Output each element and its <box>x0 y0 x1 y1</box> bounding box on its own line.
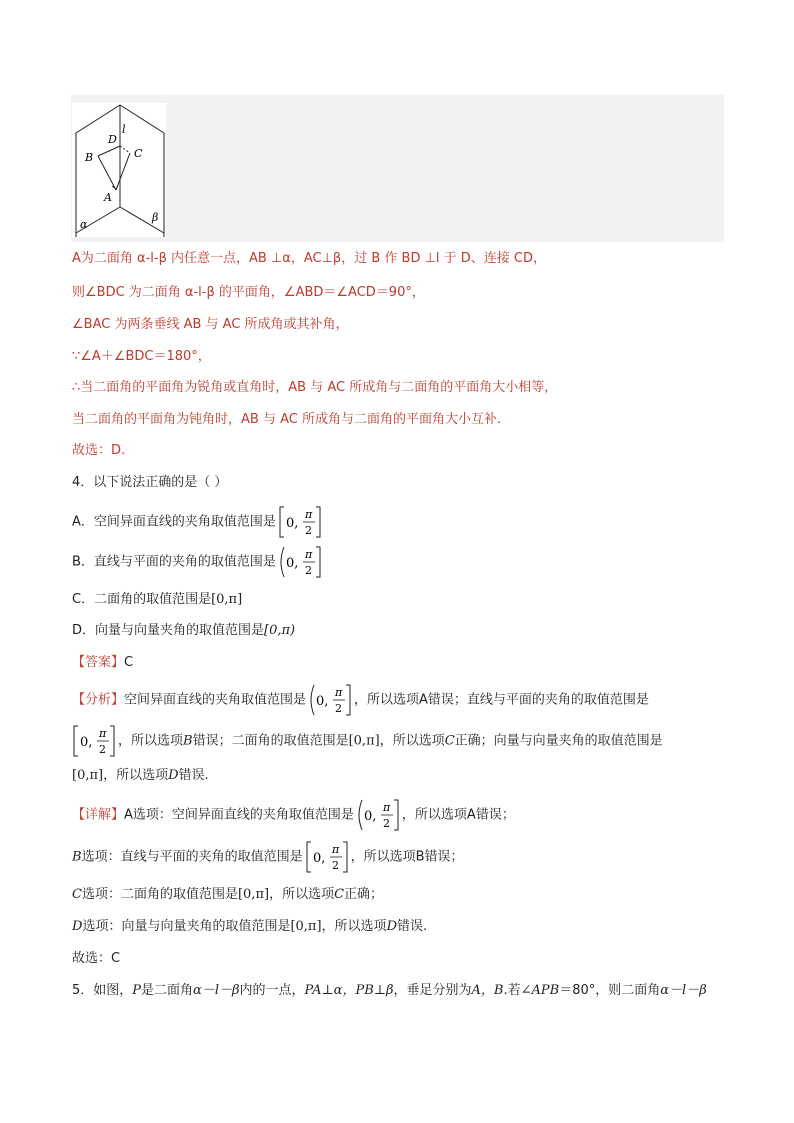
detail-range: [0,π] <box>237 887 270 902</box>
analysis-text: ，所以选项 <box>103 768 169 783</box>
detail-text: ，所以选项A错误； <box>401 807 515 823</box>
math-zero: 0, <box>312 851 325 866</box>
q4-option-c-range: [0,π] <box>211 592 243 607</box>
q5-text: ，垂足分别为 <box>393 983 472 998</box>
math-two: 2 <box>382 817 390 830</box>
q4-option-d <box>72 621 295 641</box>
q4-detail-line-3 <box>72 885 383 905</box>
explain-line-5: ∴当二面角的平面角为锐角或直角时，AB 与 AC 所成角与二面角的平面角大小相等， <box>72 380 558 395</box>
detail-range: [0,π] <box>290 919 322 934</box>
math-two: 2 <box>304 564 312 577</box>
q4-option-b <box>72 545 324 580</box>
analysis-text: 正确；向量与向量夹角的取值范围是 <box>454 733 663 749</box>
analysis-text: 错误. <box>178 768 209 783</box>
q5-math: α－l－β <box>660 983 707 998</box>
q5-math: PA⊥α，PB⊥β <box>304 983 394 998</box>
math-two: 2 <box>99 743 106 756</box>
q4-final-answer: 故选：C <box>72 951 121 966</box>
label-alpha: α <box>80 218 88 231</box>
explain-line-2: 则∠BDC 为二面角 α-l-β 的平面角，∠ABD＝∠ACD＝90°， <box>72 285 425 300</box>
detail-text: 正确； <box>344 887 384 902</box>
math-zero: 0, <box>363 809 377 824</box>
range-open-interval <box>356 798 400 832</box>
range-closed-interval <box>305 840 349 874</box>
math-zero: 0, <box>80 735 93 750</box>
explain-line-4: ∵∠A＋∠BDC＝180°， <box>72 349 211 364</box>
detail-text: A选项：空间异面直线的夹角取值范围是 <box>124 807 354 823</box>
analysis-option-c: C <box>444 733 455 749</box>
detail-text: ，所以选项B错误； <box>350 849 464 865</box>
detail-option-d: D <box>72 919 83 934</box>
label-a: A <box>104 191 112 204</box>
detail-text: 选项：直线与平面的夹角的取值范围是 <box>81 849 303 865</box>
math-pi: π <box>331 843 339 856</box>
detail-tag: 【详解】 <box>72 807 125 823</box>
analysis-text: 空间异面直线的夹角取值范围是 <box>124 692 307 708</box>
q4-answer <box>72 653 133 673</box>
math-zero: 0, <box>316 694 329 709</box>
q4-detail-line-2 <box>72 840 464 875</box>
figure-panel <box>71 95 724 242</box>
q4-option-c-text: C．二面角的取值范围是 <box>72 592 212 607</box>
q5-text: 5．如图， <box>72 983 133 998</box>
q5-text: 内的一点， <box>239 983 305 998</box>
q5-math: α－l－β <box>193 983 240 998</box>
detail-text: ，所以选项 <box>321 919 387 934</box>
q4-option-a-text: A．空间异面直线的夹角取值范围是 <box>72 514 276 530</box>
analysis-text: 错误；二面角的取值范围是 <box>192 733 349 749</box>
math-pi: π <box>382 801 391 814</box>
q5-text: .若 <box>503 983 521 998</box>
analysis-option-b: B <box>183 733 193 749</box>
explain-answer: 故选：D. <box>72 443 126 458</box>
q4-option-d-range: [0,π) <box>264 623 296 638</box>
analysis-range: [0,π] <box>348 733 380 749</box>
label-d: D <box>108 133 117 146</box>
explain-line-1: A为二面角 α-l-β 内任意一点，AB ⊥α，AC⊥β，过 B 作 BD ⊥l 于 D、连接 CD， <box>72 251 547 266</box>
explain-line-3: ∠BAC 为两条垂线 AB 与 AC 所成角或其补角， <box>72 317 349 332</box>
figure-svg <box>72 103 166 237</box>
detail-option-d: D <box>386 919 397 934</box>
dihedral-angle-figure <box>72 103 166 237</box>
math-pi: π <box>304 508 313 521</box>
range-open-interval <box>278 545 322 579</box>
analysis-text: ，所以选项 <box>379 733 445 749</box>
q4-detail-line-4 <box>72 917 427 937</box>
math-zero: 0, <box>285 516 299 531</box>
math-zero: 0, <box>285 556 299 571</box>
q5-text: ＝80°，则二面角 <box>559 983 661 998</box>
q4-analysis-line-3 <box>72 766 209 786</box>
q5-math: P <box>132 983 142 998</box>
label-c: C <box>134 147 143 160</box>
range-closed-interval <box>278 505 322 539</box>
answer-value: C <box>124 655 134 670</box>
label-l: l <box>122 123 126 136</box>
math-two: 2 <box>331 859 339 872</box>
detail-text: ，所以选项 <box>269 887 335 902</box>
analysis-option-d: D <box>168 768 179 783</box>
answer-tag: 【答案】 <box>72 655 125 670</box>
math-pi: π <box>304 548 313 561</box>
q4-analysis-line-2 <box>72 724 663 759</box>
math-pi: π <box>335 686 343 699</box>
analysis-text: ，所以选项 <box>118 733 184 749</box>
q4-option-d-text: D．向量与向量夹角的取值范围是 <box>72 623 265 638</box>
q4-analysis-line-1 <box>72 683 649 718</box>
math-pi: π <box>99 727 107 740</box>
q5-math: A，B <box>471 983 504 998</box>
analysis-text: ，所以选项A错误；直线与平面的夹角的取值范围是 <box>354 692 649 708</box>
q4-option-a <box>72 505 324 540</box>
range-open-interval <box>308 683 352 717</box>
q5-stem <box>72 981 707 1001</box>
q4-detail-line-1 <box>72 798 515 833</box>
range-closed-interval <box>72 724 116 758</box>
explain-line-6: 当二面角的平面角为钝角时，AB 与 AC 所成角与二面角的平面角大小互补. <box>72 412 502 427</box>
math-two: 2 <box>335 702 343 715</box>
q5-math: ∠APB <box>520 983 560 998</box>
label-beta: β <box>152 211 159 224</box>
detail-option-c: C <box>72 887 82 902</box>
q5-text: 是二面角 <box>141 983 194 998</box>
detail-text: 选项：二面角的取值范围是 <box>81 887 238 902</box>
math-two: 2 <box>304 524 312 537</box>
label-b: B <box>85 151 94 164</box>
q4-option-b-text: B．直线与平面的夹角的取值范围是 <box>72 554 276 570</box>
detail-option-b: B <box>72 849 82 865</box>
analysis-tag: 【分析】 <box>72 692 125 708</box>
detail-text: 错误. <box>397 919 428 934</box>
detail-option-c: C <box>334 887 345 902</box>
q4-option-c <box>72 590 242 610</box>
analysis-range: [0,π] <box>72 768 104 783</box>
q4-stem: 4．以下说法正确的是（ ） <box>72 475 228 490</box>
detail-text: 选项：向量与向量夹角的取值范围是 <box>82 919 291 934</box>
